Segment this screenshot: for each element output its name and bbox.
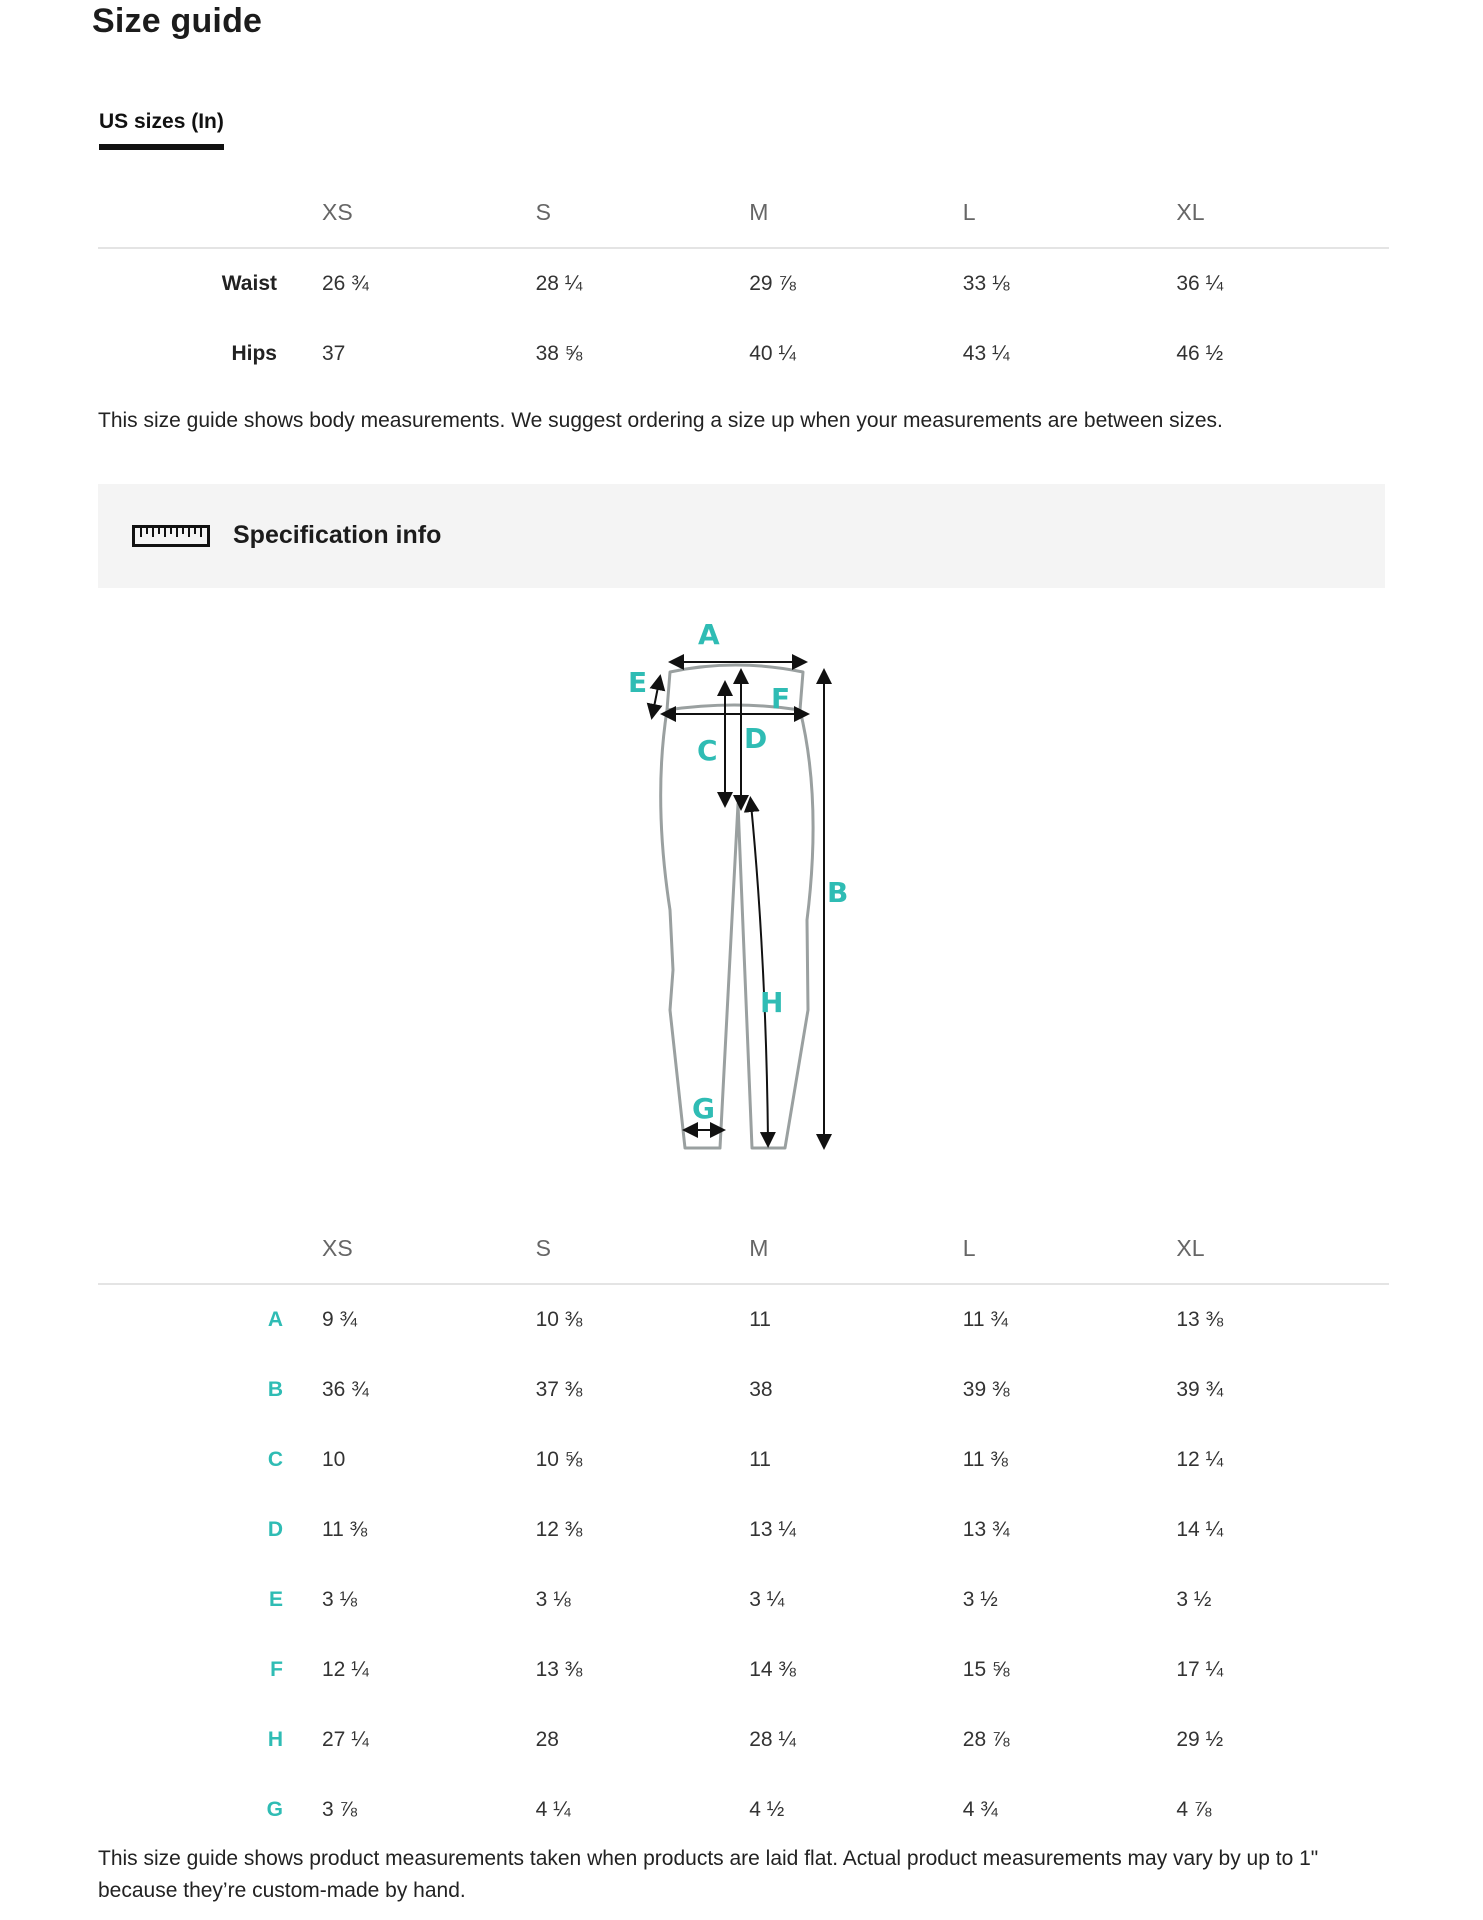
row-label: Waist — [221, 272, 277, 295]
table-row — [98, 1425, 1389, 1495]
table-cell: 13 ⅜ — [535, 1658, 583, 1681]
row-label: B — [267, 1378, 283, 1401]
table-row — [98, 1635, 1389, 1705]
row-label: G — [266, 1798, 283, 1821]
table-cell: 46 ½ — [1176, 342, 1224, 365]
leggings-diagram — [610, 620, 880, 1170]
size-header: S — [535, 1213, 749, 1284]
table-cell: 33 ⅛ — [962, 272, 1010, 295]
table-cell: 3 ½ — [962, 1588, 998, 1611]
table-cell: 17 ¼ — [1176, 1658, 1224, 1681]
size-header: XL — [1175, 177, 1389, 248]
table-row — [98, 1284, 1389, 1355]
table-cell: 3 ⅛ — [322, 1588, 358, 1611]
table-cell: 28 ¼ — [535, 272, 583, 295]
row-label: C — [267, 1448, 283, 1471]
size-header: M — [748, 1213, 962, 1284]
table-cell: 12 ⅜ — [535, 1518, 583, 1541]
product-measurements-note: This size guide shows product measurements taken when products are laid flat. Actual product measurements may vary by up to 1" because they’re custom-made by hand. — [98, 1847, 1319, 1902]
table-cell: 4 ¾ — [962, 1798, 998, 1821]
table-row — [98, 1565, 1389, 1635]
table-cell: 13 ⅜ — [1176, 1308, 1224, 1331]
specification-title: Specification info — [233, 521, 442, 549]
table-cell: 12 ¼ — [322, 1658, 369, 1681]
table-row — [98, 1775, 1389, 1845]
table-row — [98, 1495, 1389, 1565]
row-label: D — [267, 1518, 283, 1541]
table-cell: 3 ⅛ — [535, 1588, 571, 1611]
table-cell: 11 ⅜ — [322, 1518, 368, 1541]
table-cell: 11 — [749, 1448, 771, 1471]
size-header: L — [962, 177, 1176, 248]
size-header: XS — [321, 177, 535, 248]
table-cell: 37 — [322, 342, 346, 365]
table-row — [98, 1355, 1389, 1425]
table-cell: 14 ⅜ — [749, 1658, 796, 1681]
table-cell: 11 ¾ — [962, 1308, 1008, 1331]
diagram-label-h: H — [760, 986, 784, 1019]
table-row — [98, 319, 1389, 389]
table-cell: 29 ⅞ — [749, 272, 796, 295]
table-row — [98, 248, 1389, 319]
size-header: XL — [1175, 1213, 1389, 1284]
table-cell: 39 ¾ — [1176, 1378, 1224, 1401]
table-cell: 27 ¼ — [322, 1728, 369, 1751]
specification-header — [98, 484, 1385, 588]
row-label: F — [270, 1658, 283, 1681]
table-cell: 38 ⅝ — [535, 342, 583, 365]
table-cell: 40 ¼ — [749, 342, 796, 365]
row-label: A — [267, 1308, 283, 1331]
table-cell: 3 ½ — [1176, 1588, 1212, 1611]
diagram-label-f: F — [771, 682, 791, 715]
size-header: XS — [321, 1213, 535, 1284]
table-cell: 36 ¾ — [322, 1378, 369, 1401]
table-cell: 10 — [322, 1448, 346, 1471]
diagram-label-g: G — [692, 1092, 715, 1125]
table-cell: 9 ¾ — [322, 1308, 358, 1331]
size-header: L — [962, 1213, 1176, 1284]
body-measurements-note: This size guide shows body measurements. We suggest ordering a size up when your measurements are between sizes. — [98, 409, 1223, 432]
row-label: Hips — [231, 342, 277, 365]
diagram-label-a: A — [698, 620, 720, 651]
size-header-row — [98, 1213, 1389, 1284]
size-header-row — [98, 177, 1389, 248]
specification-table — [98, 1213, 1389, 1845]
size-header: M — [748, 177, 962, 248]
table-cell: 4 ⅞ — [1176, 1798, 1212, 1821]
table-cell: 15 ⅝ — [962, 1658, 1010, 1681]
header-spacer — [98, 177, 321, 248]
table-cell: 28 ⅞ — [962, 1728, 1010, 1751]
table-cell: 26 ¾ — [322, 272, 369, 295]
table-cell: 12 ¼ — [1176, 1448, 1224, 1471]
size-header: S — [535, 177, 749, 248]
table-cell: 13 ¾ — [962, 1518, 1010, 1541]
tab-us-sizes[interactable]: US sizes (In) — [99, 110, 224, 150]
diagram-label-b: B — [827, 876, 849, 909]
table-cell: 11 ⅜ — [962, 1448, 1008, 1471]
table-row — [98, 1705, 1389, 1775]
table-cell: 38 — [749, 1378, 773, 1401]
table-cell: 39 ⅜ — [962, 1378, 1010, 1401]
table-cell: 3 ⅞ — [322, 1798, 358, 1821]
table-cell: 28 ¼ — [749, 1728, 796, 1751]
table-cell: 10 ⅝ — [535, 1448, 583, 1471]
header-spacer — [98, 1213, 321, 1284]
table-cell: 43 ¼ — [962, 342, 1010, 365]
table-cell: 11 — [749, 1308, 771, 1331]
table-cell: 10 ⅜ — [535, 1308, 583, 1331]
ruler-icon — [132, 525, 210, 547]
table-cell: 28 — [535, 1728, 559, 1751]
diagram-label-e: E — [628, 666, 648, 699]
row-label: E — [268, 1588, 283, 1611]
table-cell: 14 ¼ — [1176, 1518, 1224, 1541]
table-cell: 37 ⅜ — [535, 1378, 583, 1401]
leggings-outline — [661, 665, 813, 1148]
diagram-label-d: D — [744, 722, 768, 755]
table-cell: 36 ¼ — [1176, 272, 1224, 295]
table-cell: 4 ½ — [749, 1798, 785, 1821]
diagram-label-c: C — [697, 734, 718, 767]
table-cell: 3 ¼ — [749, 1588, 785, 1611]
page-title: Size guide — [92, 2, 263, 40]
table-cell: 29 ½ — [1176, 1728, 1224, 1751]
table-cell: 13 ¼ — [749, 1518, 796, 1541]
body-measurements-table — [98, 177, 1389, 389]
table-cell: 4 ¼ — [535, 1798, 571, 1821]
row-label: H — [267, 1728, 283, 1751]
